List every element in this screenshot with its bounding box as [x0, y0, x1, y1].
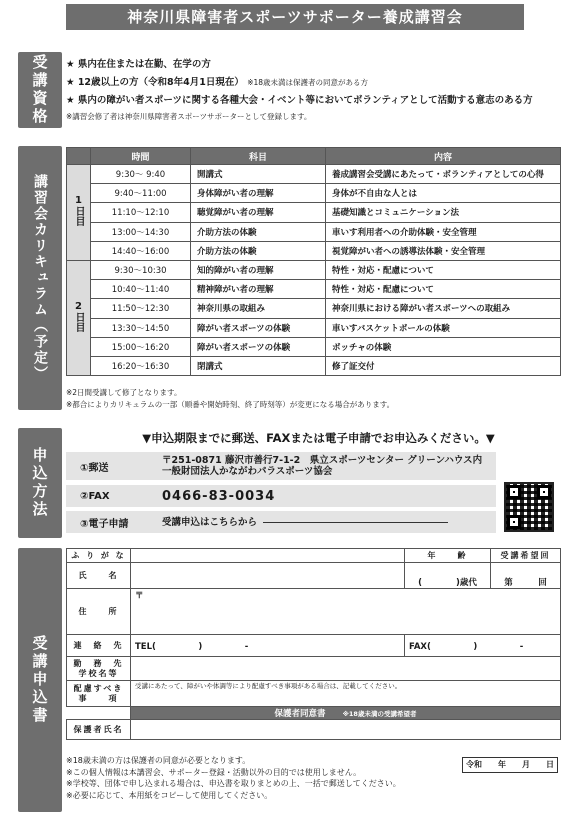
guardian-header-note: ※18歳未満の受講希望者 — [342, 710, 417, 718]
header-content: 内容 — [326, 148, 561, 165]
form-row — [67, 657, 561, 681]
fax-row — [66, 485, 496, 507]
session-field[interactable]: 第 回 — [491, 563, 561, 589]
time-cell: 11:10〜12:10 — [91, 203, 191, 222]
guardian-name-label: 保護者氏名 — [67, 720, 131, 740]
section-label-method: 申込方法 — [18, 428, 62, 538]
post-label: ①郵送 — [80, 462, 109, 474]
time-cell: 16:20〜16:30 — [91, 356, 191, 375]
header-subject: 科目 — [191, 148, 326, 165]
post-address-org: 一般財団法人かながわパラスポーツ協会 — [162, 466, 333, 477]
curriculum-notes — [66, 387, 394, 411]
subject-cell: 精神障がい者の理解 — [191, 280, 326, 299]
post-row — [66, 452, 496, 480]
form-note: ※この個人情報は本講習会、サポーター登録・活動以外の目的では使用しません。 — [66, 767, 362, 777]
post-address-line: 〒251-0871 藤沢市善行7-1-2 県立スポーツセンター グリーンハウス内 — [162, 455, 483, 466]
qualification-note: ※講習会修了者は神奈川県障害者スポーツサポーターとして登録します。 — [66, 112, 312, 121]
consideration-note: 受講にあたって、障がいや体調等により配慮すべき事項がある場合は、記載してください。 — [135, 682, 402, 690]
method-headline: ▼申込期限までに郵送、FAXまたは電子申請でお申込みください。▼ — [142, 431, 495, 445]
address-label: 住 所 — [67, 589, 131, 635]
tel-field[interactable]: TEL( ) - — [131, 635, 405, 657]
qualification-block — [66, 56, 571, 124]
address-field[interactable] — [131, 589, 561, 635]
online-row — [66, 511, 496, 533]
form-note: ※18歳未満の方は保護者の同意が必要となります。 — [66, 756, 251, 765]
subject-cell: 知的障がい者の理解 — [191, 260, 326, 279]
contact-label: 連 絡 先 — [67, 635, 131, 657]
form-row — [67, 549, 561, 563]
table-row — [67, 165, 561, 184]
curriculum-header-row — [67, 148, 561, 165]
curriculum-table — [66, 147, 561, 376]
table-row — [67, 203, 561, 222]
subject-cell: 聴覚障がい者の理解 — [191, 203, 326, 222]
section-label-application: 受講申込書 — [18, 548, 62, 812]
subject-cell: 障がい者スポーツの体験 — [191, 318, 326, 337]
table-row — [67, 318, 561, 337]
form-row — [67, 589, 561, 635]
qualification-age-note: ※18歳未満は保護者の同意がある方 — [247, 78, 369, 87]
header-time: 時間 — [91, 148, 191, 165]
table-row — [67, 280, 561, 299]
curriculum-note: ※2日間受講して修了となります。 — [66, 388, 182, 397]
qualification-line: ★ 県内の障がい者スポーツに関する各種大会・イベント等においてボランティアとして活動する意志のある方 — [66, 95, 533, 106]
furigana-label: ふ り が な — [67, 549, 131, 563]
content-cell: 神奈川県における障がい者スポーツへの取組み — [326, 299, 561, 318]
content-cell: 特性・対応・配慮について — [326, 260, 561, 279]
session-label: 受講希望回 — [491, 549, 561, 563]
table-row — [67, 241, 561, 260]
form-row — [67, 720, 561, 740]
form-row — [67, 707, 561, 720]
date-field[interactable]: 令和 年 月 日 — [462, 757, 558, 773]
form-row — [67, 563, 561, 589]
age-label: 年 齢 — [405, 549, 491, 563]
fax-field[interactable]: FAX( ) - — [405, 635, 561, 657]
qualification-line — [66, 74, 571, 92]
age-field[interactable]: ( )歳代 — [405, 563, 491, 589]
guardian-header: 保護者同意書 ※18歳未満の受講希望者 — [131, 707, 561, 720]
time-cell: 13:00〜14:30 — [91, 222, 191, 241]
subject-cell: 身体障がい者の理解 — [191, 184, 326, 203]
qr-code-icon[interactable] — [504, 482, 554, 532]
table-row — [67, 222, 561, 241]
subject-cell: 障がい者スポーツの体験 — [191, 337, 326, 356]
content-cell: ボッチャの体験 — [326, 337, 561, 356]
time-cell: 10:40〜11:40 — [91, 280, 191, 299]
form-row — [67, 635, 561, 657]
content-cell: 視覚障がい者への誘導法体験・安全管理 — [326, 241, 561, 260]
table-row — [67, 184, 561, 203]
form-notes — [66, 755, 401, 801]
application-form — [66, 548, 561, 740]
time-cell: 9:40〜11:00 — [91, 184, 191, 203]
content-cell: 基礎知識とコミュニケーション法 — [326, 203, 561, 222]
table-row — [67, 299, 561, 318]
table-row — [67, 356, 561, 375]
blank-cell — [67, 707, 131, 720]
day-label: 2日目 — [67, 260, 91, 375]
qualification-age: ★ 12歳以上の方（令和8年4月1日現在） — [66, 77, 244, 88]
time-cell: 15:00〜16:20 — [91, 337, 191, 356]
form-row — [67, 681, 561, 707]
table-row — [67, 337, 561, 356]
fax-number: 0466-83-0034 — [162, 488, 276, 504]
table-row — [67, 260, 561, 279]
subject-cell: 開講式 — [191, 165, 326, 184]
subject-cell: 閉講式 — [191, 356, 326, 375]
content-cell: 養成講習会受講にあたって・ボランティアとしての心得 — [326, 165, 561, 184]
content-cell: 車いす利用者への介助体験・安全管理 — [326, 222, 561, 241]
content-cell: 身体が不自由な人とは — [326, 184, 561, 203]
workplace-field[interactable] — [131, 657, 561, 681]
qualification-line: ★ 県内在住または在勤、在学の方 — [66, 59, 211, 70]
furigana-field[interactable] — [131, 549, 405, 563]
time-cell: 9:30〜 9:40 — [91, 165, 191, 184]
guardian-name-field[interactable] — [131, 720, 561, 740]
page-title: 神奈川県障害者スポーツサポーター養成講習会 — [66, 4, 524, 30]
time-cell: 11:50〜12:30 — [91, 299, 191, 318]
consideration-field[interactable] — [131, 681, 561, 707]
content-cell: 車いすバスケットボールの体験 — [326, 318, 561, 337]
time-cell: 9:30〜10:30 — [91, 260, 191, 279]
online-link[interactable]: 受講申込はこちらから — [162, 517, 448, 528]
form-note: ※学校等、団体で申し込まれる場合は、申込書を取りまとめの上、一括で郵送してください。 — [66, 779, 401, 788]
subject-cell: 介助方法の体験 — [191, 241, 326, 260]
section-label-qualification: 受講資格 — [18, 52, 62, 128]
online-label: ③電子申請 — [80, 518, 129, 530]
workplace-label: 勤 務 先 学校名等 — [67, 657, 131, 681]
content-cell: 修了証交付 — [326, 356, 561, 375]
fax-label: ②FAX — [80, 490, 110, 502]
subject-cell: 介助方法の体験 — [191, 222, 326, 241]
header-blank — [67, 148, 91, 165]
day-label: 1日目 — [67, 165, 91, 261]
section-label-curriculum: 講習会カリキュラム（予定） — [18, 146, 62, 410]
content-cell: 特性・対応・配慮について — [326, 280, 561, 299]
postal-mark: 〒 — [135, 591, 144, 601]
form-note: ※必要に応じて、本用紙をコピーして使用してください。 — [66, 790, 273, 800]
subject-cell: 神奈川県の取組み — [191, 299, 326, 318]
time-cell: 13:30〜14:50 — [91, 318, 191, 337]
consideration-label: 配慮すべき 事 項 — [67, 681, 131, 707]
name-label: 氏 名 — [67, 563, 131, 589]
time-cell: 14:40〜16:00 — [91, 241, 191, 260]
post-address — [162, 455, 482, 477]
curriculum-note: ※都合によりカリキュラムの一部（順番や開始時刻、終了時刻等）が変更になる場合があります。 — [66, 400, 395, 409]
name-field[interactable] — [131, 563, 405, 589]
